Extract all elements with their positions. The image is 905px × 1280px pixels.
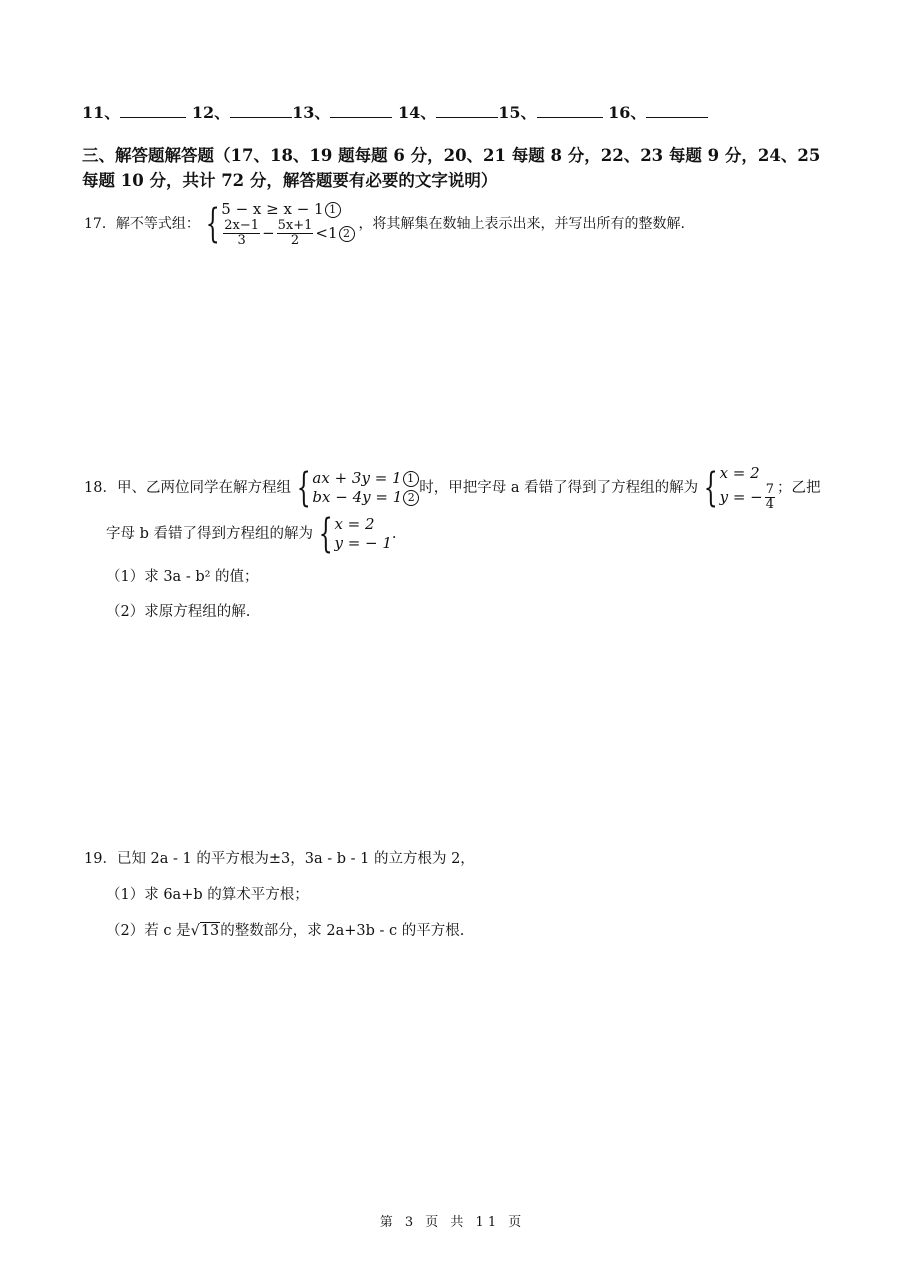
q18-eq1: ax + 3y = 1 (312, 469, 402, 487)
page-footer: 第 3 页 共 11 页 (379, 1215, 526, 1230)
q18-eq1-mark: 1 (403, 471, 419, 487)
q18-solution-b-brace: { (318, 511, 333, 557)
answer-blank-16[interactable] (646, 101, 708, 118)
q18-solution-a (698, 464, 777, 512)
q17-eq2-relation: <1 (315, 224, 338, 242)
blank-label-16: 16、 (608, 103, 647, 122)
blank-label-11: 11、 (82, 103, 121, 122)
sqrt-radicand: 13 (200, 923, 220, 939)
q17-prefix: 17．解不等式组： (84, 216, 200, 232)
answer-blank-14[interactable] (436, 101, 498, 118)
blank-label-14: 14、 (398, 103, 437, 122)
q18-tail: ；乙把 (777, 480, 821, 496)
q17-eq2-mark: 2 (339, 226, 355, 242)
q19-part-1: （1）求 6a+b 的算术平方根； (106, 887, 309, 903)
q18-eq2: bx − 4y = 1 (312, 488, 403, 506)
q19-part-2-text-a: （2）若 c 是 (106, 923, 191, 939)
answer-blank-13[interactable] (330, 101, 392, 118)
q19-part-2-text-b: 的整数部分，求 2a+3b ‑ c 的平方根. (220, 923, 465, 939)
answer-blanks-line (82, 101, 708, 124)
sqrt-13: √13 (190, 923, 220, 939)
q18-line2-end: . (391, 526, 397, 542)
q18-equation-system (291, 465, 419, 511)
q17-suffix: ，将其解集在数轴上表示出来，并写出所有的整数解. (358, 216, 685, 232)
q17-minus: − (262, 224, 275, 242)
section-heading-line-1: 三、解答题解答题（17、18、19 题每题 6 分，20、21 每题 8 分，22、23 每题 9 分，24、25 (82, 146, 821, 165)
question-18-line-2 (106, 511, 397, 557)
answer-blank-15[interactable] (537, 101, 603, 118)
q18-sol-a-fraction: $\frac{7}{4}$ (765, 482, 775, 512)
q18-sol-b-y: y = − 1 (334, 534, 392, 552)
q18-prefix: 18．甲、乙两位同学在解方程组 (84, 480, 291, 496)
q18-part-1: （1）求 3a ‑ b² 的值； (106, 569, 259, 585)
q19-part-2 (106, 920, 464, 942)
q18-solution-a-brace: { (703, 465, 718, 511)
q18-eq2-mark: 2 (403, 490, 419, 506)
answer-blank-11[interactable] (120, 101, 186, 118)
q17-inequality-system (200, 200, 355, 248)
q17-eq1-mark: 1 (325, 202, 341, 218)
q18-sol-a-y: y = − (719, 488, 763, 506)
q18-sol-b-x: x = 2 (334, 515, 375, 533)
blank-label-12: 12、 (191, 103, 231, 122)
blank-label-13: 13、 (292, 103, 331, 122)
q17-eq1: 5 − x ≥ x − 1 (221, 200, 324, 218)
q18-part-2: （2）求原方程组的解. (106, 604, 251, 620)
answer-blank-12[interactable] (230, 101, 292, 118)
question-18-line-1 (84, 464, 821, 512)
q18-mid-text: 时，甲把字母 a 看错了得到了方程组的解为 (419, 480, 699, 496)
q17-left-brace: { (205, 201, 220, 247)
section-heading-line-2: 每题 10 分，共计 72 分，解答题要有必要的文字说明） (82, 171, 498, 190)
q17-fraction-2: $\frac{5x+1}{2}$ (277, 218, 313, 248)
question-19-line-1: 19．已知 2a ‑ 1 的平方根为±3，3a ‑ b ‑ 1 的立方根为 2， (84, 851, 475, 867)
q17-fraction-1: $\frac{2x-1}{3}$ (224, 218, 260, 248)
q18-sol-a-x: x = 2 (719, 464, 760, 482)
blank-label-15: 15、 (498, 103, 537, 122)
q18-system-brace: { (296, 465, 311, 511)
q18-solution-b (313, 511, 392, 557)
q18-line2-prefix: 字母 b 看错了得到方程组的解为 (106, 526, 313, 542)
question-17 (84, 200, 685, 248)
